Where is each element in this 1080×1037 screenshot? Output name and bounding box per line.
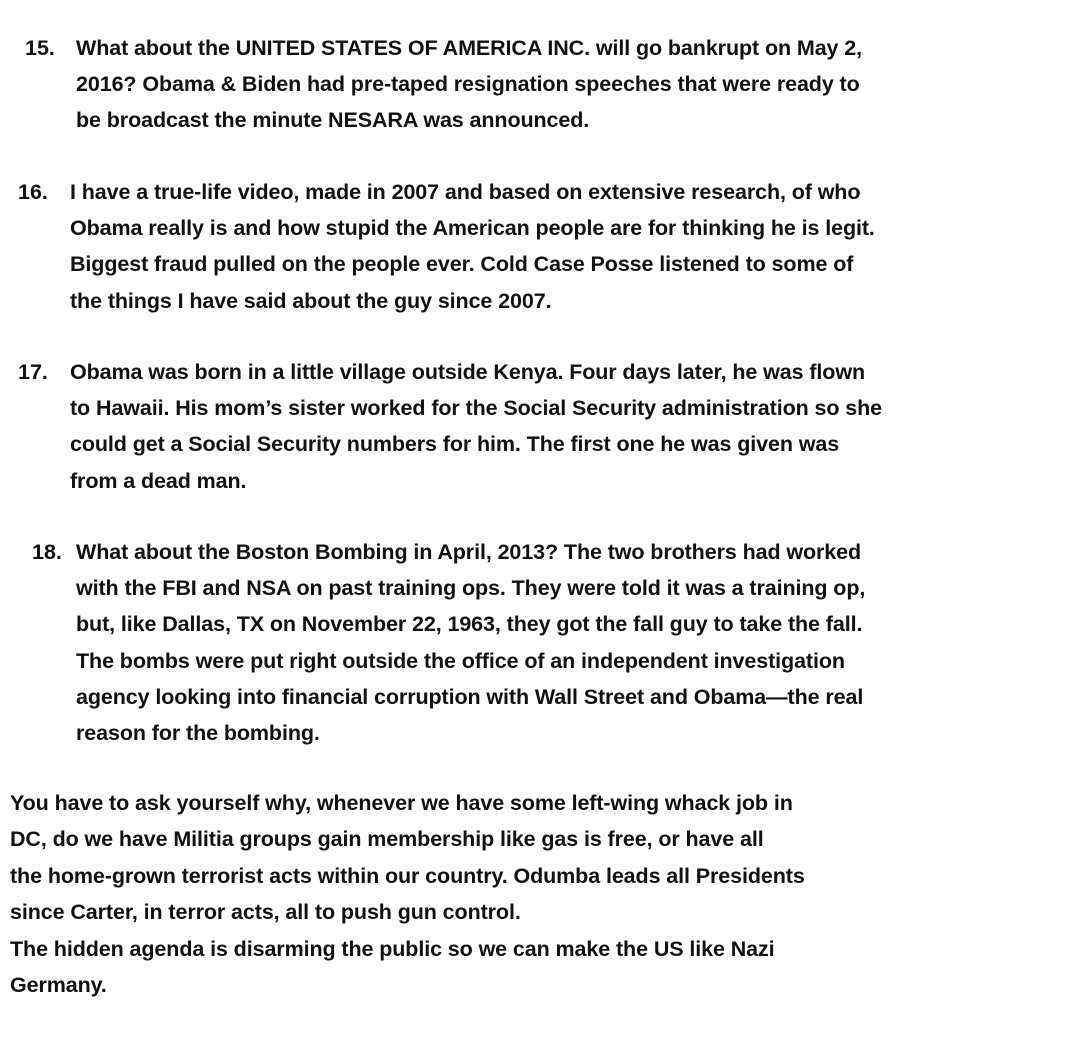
closing-paragraph-line: Germany. <box>10 973 107 997</box>
item-text-line: be broadcast the minute NESARA was announced. <box>76 108 590 133</box>
item-text-line: The bombs were put right outside the office of an independent investigation <box>76 648 845 673</box>
item-text-line: Obama was born in a little village outside Kenya. Four days later, he was flown <box>70 360 865 384</box>
item-text-line: What about the UNITED STATES OF AMERICA INC. will go bankrupt on May 2, <box>76 36 863 60</box>
item-number: 17. <box>18 360 48 384</box>
item-number: 16. <box>18 180 48 204</box>
item-text-line: to Hawaii. His mom’s sister worked for the Social Security administration so she <box>70 396 883 421</box>
item-text-line: from a dead man. <box>70 468 247 493</box>
closing-paragraph-line: the home-grown terrorist acts within our country. Odumba leads all Presidents <box>10 863 805 888</box>
item-text-line: with the FBI and NSA on past training ops. They were told it was a training op, <box>76 576 866 601</box>
item-number: 18. <box>32 540 62 564</box>
closing-paragraph-line: The hidden agenda is disarming the public so we can make the US like Nazi <box>10 936 775 961</box>
item-number: 15. <box>25 36 55 60</box>
item-text-line: agency looking into financial corruption with Wall Street and Obama—the real <box>76 684 864 709</box>
closing-paragraph-line: DC, do we have Militia groups gain membership like gas is free, or have all <box>10 827 764 852</box>
item-text-line: the things I have said about the guy since 2007. <box>70 288 552 313</box>
item-text-line: could get a Social Security numbers for him. The first one he was given was <box>70 432 840 457</box>
item-text-line: but, like Dallas, TX on November 22, 1963, they got the fall guy to take the fall. <box>76 612 863 637</box>
item-text-line: 2016? Obama & Biden had pre-taped resignation speeches that were ready to <box>76 72 860 97</box>
item-text-line: Biggest fraud pulled on the people ever. Cold Case Posse listened to some of <box>70 252 854 277</box>
closing-paragraph-line: You have to ask yourself why, whenever we have some left-wing whack job in <box>10 791 793 815</box>
item-text-line: What about the Boston Bombing in April, 2013? The two brothers had worked <box>76 540 862 564</box>
item-text-line: reason for the bombing. <box>76 721 320 745</box>
closing-paragraph-line: since Carter, in terror acts, all to push gun control. <box>10 900 521 925</box>
item-text-line: Obama really is and how stupid the American people are for thinking he is legit. <box>70 216 875 241</box>
item-text-line: I have a true-life video, made in 2007 and based on extensive research, of who <box>70 180 861 204</box>
